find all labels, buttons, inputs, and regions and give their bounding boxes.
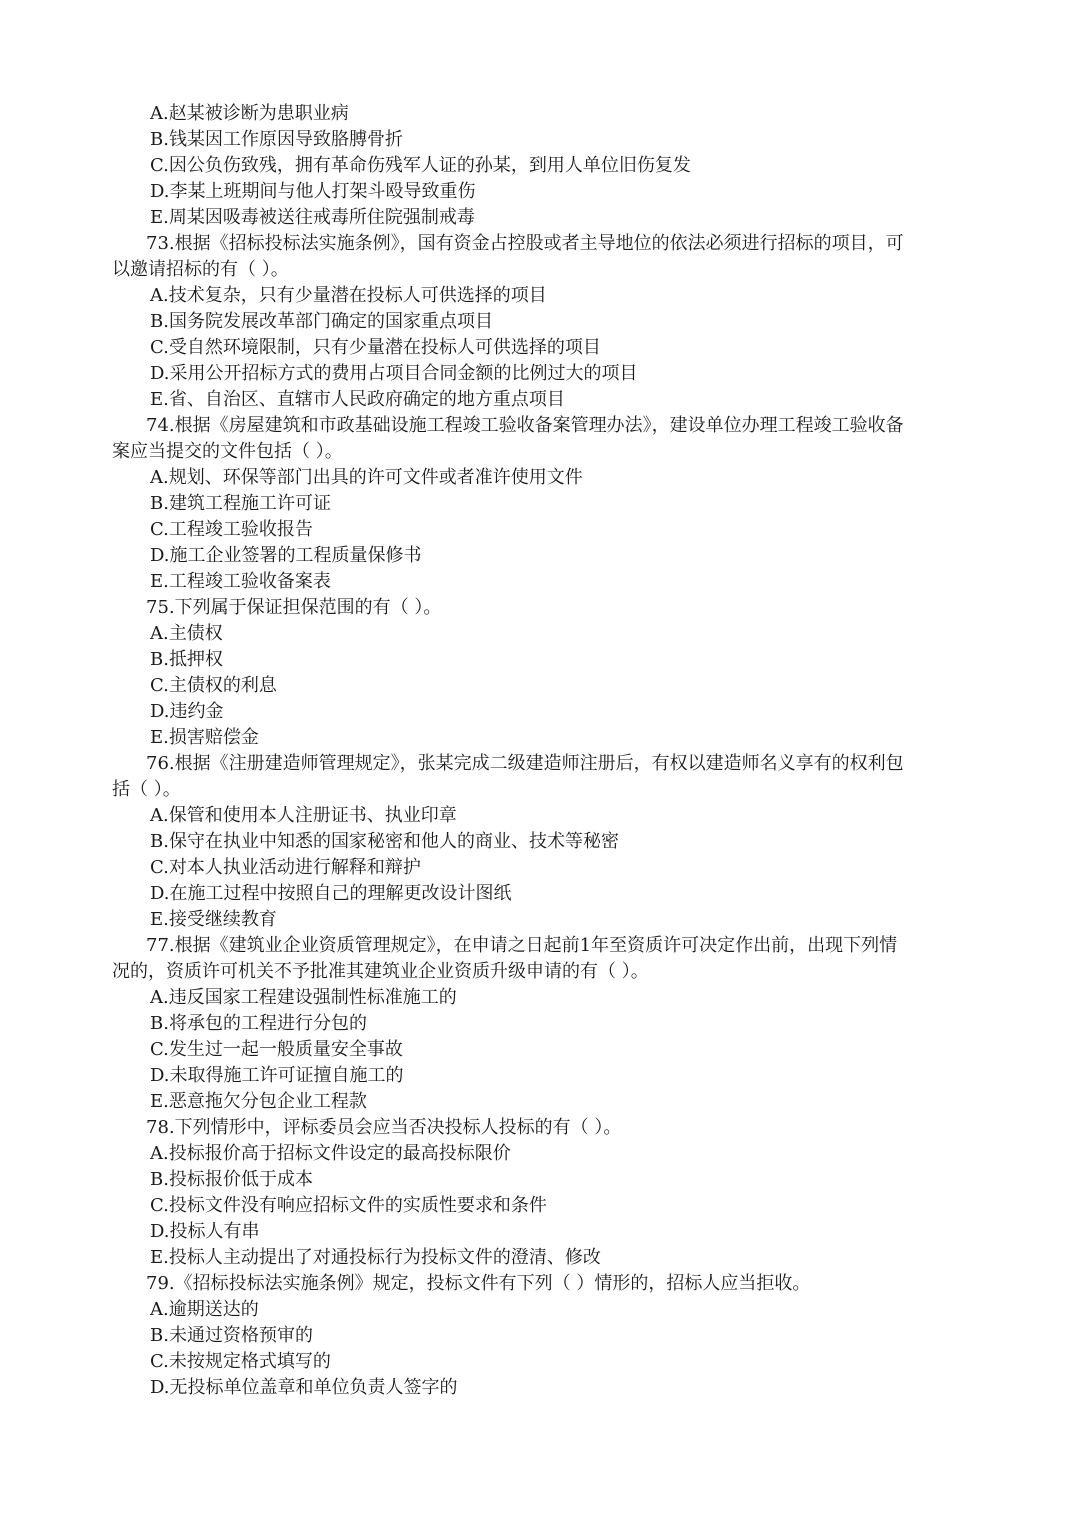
q74-option-b: B.建筑工程施工许可证: [150, 493, 331, 514]
q78-option-e: E.投标人主动提出了对通投标行为投标文件的澄清、修改: [150, 1247, 601, 1268]
q74-option-d: D.施工企业签署的工程质量保修书: [150, 545, 422, 566]
q75-option-b: B.抵押权: [150, 649, 223, 670]
q75-option-d: D.违约金: [150, 701, 224, 722]
q74-option-e: E.工程竣工验收备案表: [150, 571, 331, 592]
q76-option-b: B.保守在执业中知悉的国家秘密和他人的商业、技术等秘密: [150, 831, 619, 852]
q76-option-c: C.对本人执业活动进行解释和辩护: [150, 857, 421, 878]
q77-option-a: A.违反国家工程建设强制性标准施工的: [150, 987, 457, 1008]
q72-option-a: A.赵某被诊断为患职业病: [150, 103, 349, 124]
q75-option-e: E.损害赔偿金: [150, 727, 259, 748]
q78-option-b: B.投标报价低于成本: [150, 1169, 313, 1190]
q77-option-e: E.恶意拖欠分包企业工程款: [150, 1091, 367, 1112]
q75-option-c: C.主债权的利息: [150, 675, 277, 696]
q72-option-e: E.周某因吸毒被送往戒毒所住院强制戒毒: [150, 207, 475, 228]
q79-option-c: C.未按规定格式填写的: [150, 1351, 331, 1372]
q77-option-b: B.将承包的工程进行分包的: [150, 1013, 367, 1034]
q74-option-a: A.规划、环保等部门出具的许可文件或者准许使用文件: [150, 467, 583, 488]
q76-stem-line-2: 括（ ）。: [112, 779, 181, 800]
q74-stem-line-2: 案应当提交的文件包括（ ）。: [112, 441, 343, 462]
q78-stem: 78.下列情形中，评标委员会应当否决投标人投标的有（ ）。: [146, 1117, 622, 1138]
q79-option-d: D.无投标单位盖章和单位负责人签字的: [150, 1377, 458, 1398]
q76-option-d: D.在施工过程中按照自己的理解更改设计图纸: [150, 883, 512, 904]
q73-option-a: A.技术复杂，只有少量潜在投标人可供选择的项目: [150, 285, 547, 306]
q77-option-c: C.发生过一起一般质量安全事故: [150, 1039, 403, 1060]
q78-option-d: D.投标人有串: [150, 1221, 260, 1242]
q78-option-a: A.投标报价高于招标文件设定的最高投标限价: [150, 1143, 511, 1164]
q73-option-c: C.受自然环境限制，只有少量潜在投标人可供选择的项目: [150, 337, 601, 358]
q75-option-a: A.主债权: [150, 623, 223, 644]
q73-stem-line-2: 以邀请招标的有（ ）。: [112, 259, 289, 280]
q74-stem-line-1: 74.根据《房屋建筑和市政基础设施工程竣工验收备案管理办法》，建设单位办理工程竣工验收备: [146, 415, 904, 436]
q79-option-b: B.未通过资格预审的: [150, 1325, 313, 1346]
q76-option-e: E.接受继续教育: [150, 909, 277, 930]
q76-stem-line-1: 76.根据《注册建造师管理规定》，张某完成二级建造师注册后，有权以建造师名义享有的权利包: [146, 753, 904, 774]
q72-option-c: C.因公负伤致残，拥有革命伤残军人证的孙某，到用人单位旧伤复发: [150, 155, 691, 176]
q78-option-c: C.投标文件没有响应招标文件的实质性要求和条件: [150, 1195, 547, 1216]
exam-page: [112, 101, 992, 1401]
q74-option-c: C.工程竣工验收报告: [150, 519, 313, 540]
q79-option-a: A.逾期送达的: [150, 1299, 259, 1320]
q79-stem: 79.《招标投标法实施条例》规定，投标文件有下列（ ）情形的，招标人应当拒收。: [146, 1273, 811, 1294]
q73-stem-line-1: 73.根据《招标投标法实施条例》，国有资金占控股或者主导地位的依法必须进行招标的项目，可: [146, 233, 904, 254]
q77-stem-line-1: 77.根据《建筑业企业资质管理规定》，在申请之日起前1年至资质许可决定作出前，出现下列情: [146, 935, 898, 956]
q73-option-d: D.采用公开招标方式的费用占项目合同金额的比例过大的项目: [150, 363, 638, 384]
q73-option-e: E.省、自治区、直辖市人民政府确定的地方重点项目: [150, 389, 565, 410]
q73-option-b: B.国务院发展改革部门确定的国家重点项目: [150, 311, 493, 332]
q72-option-b: B.钱某因工作原因导致胳膊骨折: [150, 129, 403, 150]
q77-option-d: D.未取得施工许可证擅自施工的: [150, 1065, 404, 1086]
q77-stem-line-2: 况的，资质许可机关不予批准其建筑业企业资质升级申请的有（ ）。: [112, 961, 649, 982]
q76-option-a: A.保管和使用本人注册证书、执业印章: [150, 805, 457, 826]
q75-stem: 75.下列属于保证担保范围的有（ ）。: [146, 597, 442, 618]
q72-option-d: D.李某上班期间与他人打架斗殴导致重伤: [150, 181, 476, 202]
